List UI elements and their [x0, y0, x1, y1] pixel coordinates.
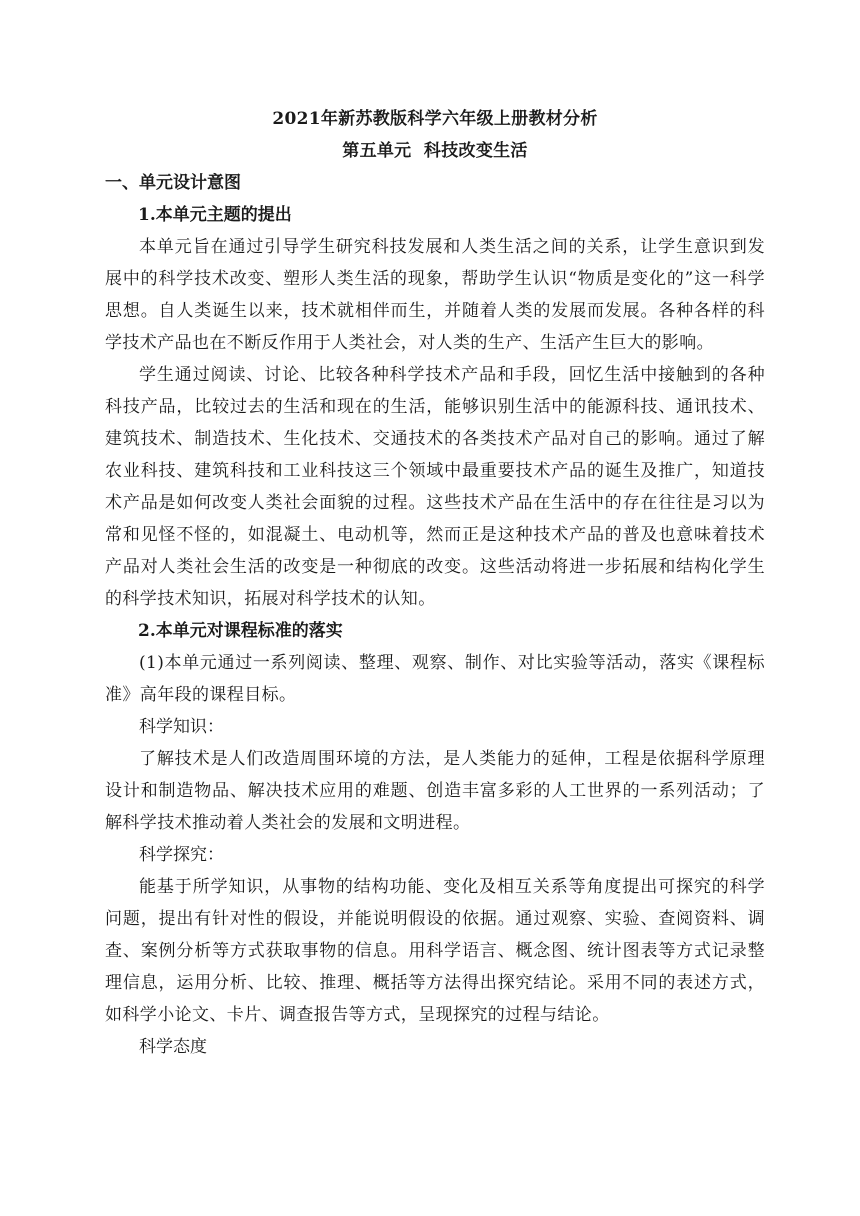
document-title: 2021年新苏教版科学六年级上册教材分析: [272, 109, 598, 129]
paragraph-student-activities: 学生通过阅读、讨论、比较各种科学技术产品和手段，回忆生活中接触到的各种科技产品，比较过去的生活和现在的生活，能够识别生活中的能源科技、通讯技术、建筑技术、制造技术、生化技术、交通技术的各类技术产品对自己的影响。通过了解农业科技、建筑科技和工业科技这三个领域中最重要技术产品的诞生及推广，知道技术产品是如何改变人类社会面貌的过程。这些技术产品在生活中的存在往往是习以为常和见怪不怪的，如混凝土、电动机等，然而正是这种技术产品的普及也意味着技术产品对人类社会生活的改变是一种彻底的改变。这些活动将进一步拓展和结构化学生的科学技术知识，拓展对科学技术的认知。: [105, 365, 765, 609]
label-science-knowledge: 科学知识：: [139, 717, 224, 737]
paragraph-theme-intro: 本单元旨在通过引导学生研究科技发展和人类生活之间的关系，让学生意识到发展中的科学技术改变、塑形人类生活的现象，帮助学生认识“物质是变化的”这一科学思想。自人类诞生以来，技术就相伴而生，并随着人类的发展而发展。各种各样的科学技术产品也在不断反作用于人类社会，对人类的生产、生活产生巨大的影响。: [105, 237, 765, 353]
paragraph-science-knowledge: 了解技术是人们改造周围环境的方法，是人类能力的延伸，工程是依据科学原理设计和制造物品、解决技术应用的难题、创造丰富多彩的人工世界的一系列活动；了解科学技术推动着人类社会的发展和文明进程。: [105, 749, 765, 833]
subsection-heading-standards: 2.本单元对课程标准的落实: [138, 621, 343, 641]
label-science-inquiry: 科学探究：: [139, 845, 224, 865]
paragraph-science-inquiry: 能基于所学知识，从事物的结构功能、变化及相互关系等角度提出可探究的科学问题，提出有针对性的假设，并能说明假设的依据。通过观察、实验、查阅资料、调查、案例分析等方式获取事物的信息。用科学语言、概念图、统计图表等方式记录整理信息，运用分析、比较、推理、概括等方法得出探究结论。采用不同的表述方式，如科学小论文、卡片、调查报告等方式，呈现探究的过程与结论。: [105, 877, 765, 1025]
subsection-heading-theme: 1.本单元主题的提出: [138, 205, 292, 225]
paragraph-standards-implementation: (1)本单元通过一系列阅读、整理、观察、制作、对比实验等活动，落实《课程标准》高年段的课程目标。: [105, 653, 765, 705]
section-heading-design-intent: 一、单元设计意图: [105, 173, 241, 193]
document-subtitle: 第五单元 科技改变生活: [342, 141, 528, 161]
label-science-attitude: 科学态度: [139, 1037, 207, 1057]
